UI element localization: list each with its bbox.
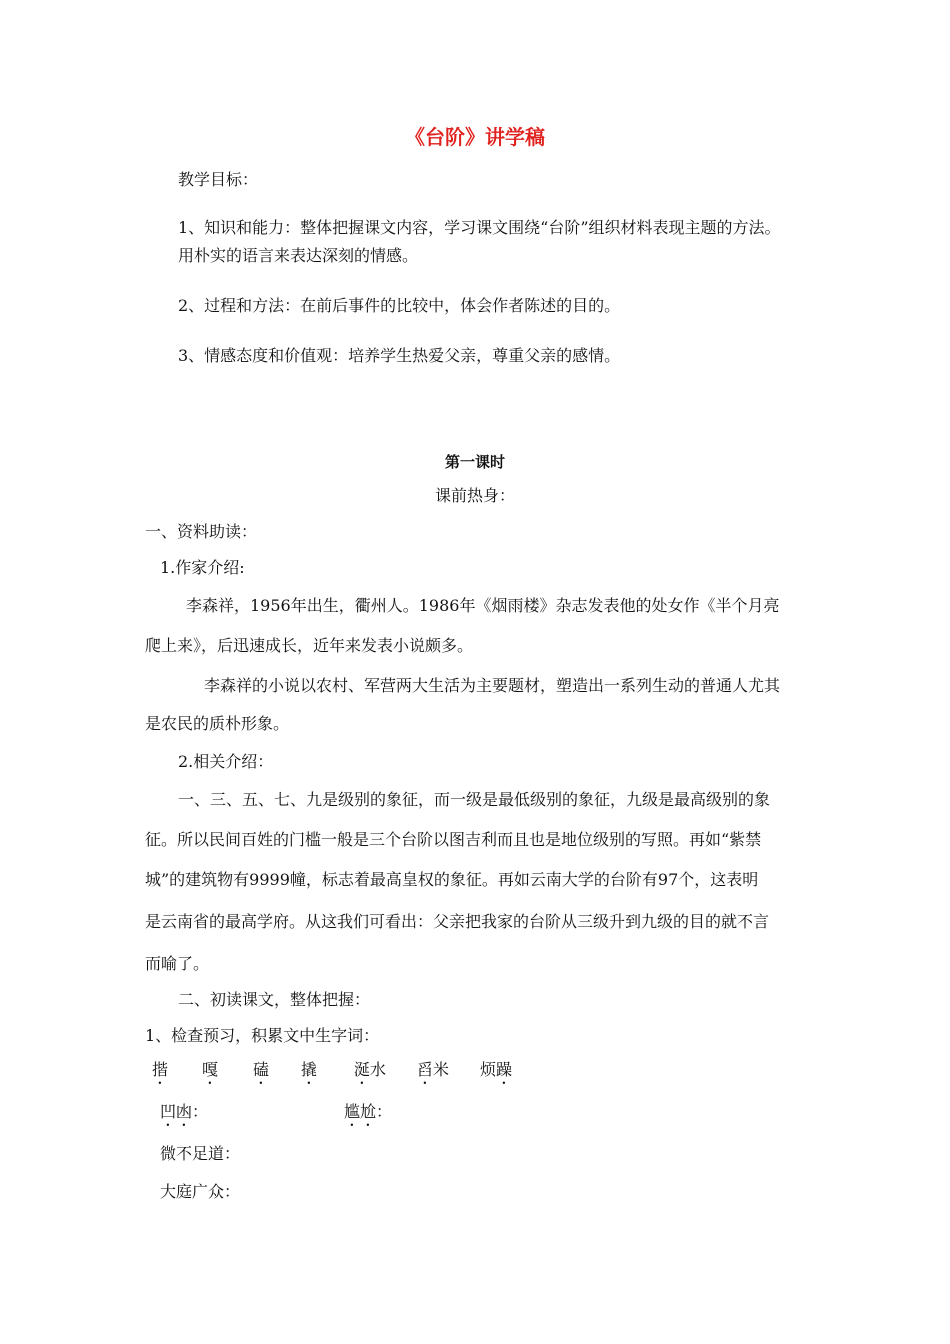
- related-line-4: 是云南省的最高学府。从这我们可看出：父亲把我家的台阶从三级升到九级的目的就不言: [145, 912, 770, 931]
- objectives-heading: 教学目标：: [178, 170, 259, 189]
- vocab-word-7-marked: 躁: [496, 1060, 513, 1079]
- lesson-heading: 第一课时: [444, 453, 505, 471]
- vocab-word-5-marked: 涎: [354, 1060, 371, 1079]
- vocab-word-6: [417, 1060, 449, 1088]
- author-intro-heading: 1.作家介绍:: [160, 558, 245, 577]
- objective-3: 3、情感态度和价值观：培养学生热爱父亲，尊重父亲的感情。: [178, 346, 621, 365]
- vocab-word-6-marked: 舀: [417, 1060, 434, 1079]
- term-weibuzudao: 微不足道：: [160, 1144, 241, 1163]
- author-paragraph-2-line-2: 是农民的质朴形象。: [145, 714, 290, 733]
- author-paragraph-2-line-1: 李森祥的小说以农村、军营两大生活为主要题材，塑造出一系列生动的普通人尤其: [204, 676, 781, 695]
- vocab-word-5-rest: 水: [370, 1060, 387, 1079]
- author-paragraph-1-line-2: 爬上来》，后迅速成长，近年来发表小说颇多。: [145, 636, 474, 655]
- section-1-heading: 一、资料助读：: [145, 522, 258, 541]
- warmup-heading: 课前热身：: [434, 486, 515, 505]
- objective-2: 2、过程和方法：在前后事件的比较中，体会作者陈述的目的。: [178, 296, 621, 315]
- vocab-word-6-rest: 米: [433, 1060, 450, 1079]
- term-datingguangzhong: 大庭广众：: [160, 1182, 241, 1201]
- related-line-2: 征。所以民间百姓的门槛一般是三个台阶以图吉利而且也是地位级别的写照。再如“紫禁: [145, 830, 762, 849]
- vocab-word-3: 磕: [253, 1060, 270, 1079]
- vocab-word-5: [354, 1060, 386, 1088]
- document-title: 《台阶》讲学稿: [405, 125, 545, 149]
- related-line-5: 而喻了。: [145, 954, 210, 973]
- objective-1-line-1: 1、知识和能力：整体把握课文内容，学习课文围绕“台阶”组织材料表现主题的方法。: [178, 218, 781, 237]
- related-intro-heading: 2.相关介绍：: [178, 752, 274, 771]
- term-ganga: 尴尬：: [344, 1102, 393, 1121]
- term-aodang: 凹凼：: [160, 1102, 209, 1121]
- vocab-word-2: 嘎: [202, 1060, 219, 1079]
- vocab-word-4: 撬: [301, 1060, 318, 1079]
- related-line-3: 城”的建筑物有9999幢，标志着最高皇权的象征。再如云南大学的台阶有97个，这表明: [145, 870, 759, 889]
- section-2-heading: 二、初读课文，整体把握：: [178, 990, 371, 1009]
- vocab-word-7: [480, 1060, 512, 1088]
- objective-1-line-2: 用朴实的语言来表达深刻的情感。: [178, 246, 419, 265]
- vocab-word-1: 揩: [152, 1060, 169, 1079]
- vocab-word-7-rest: 烦: [480, 1060, 497, 1079]
- related-line-1: 一、三、五、七、九是级别的象征，而一级是最低级别的象征，九级是最高级别的象: [178, 790, 771, 809]
- task-1-heading: 1、检查预习，积累文中生字词：: [145, 1026, 380, 1045]
- author-paragraph-1-line-1: 李森祥，1956年出生，衢州人。1986年《烟雨楼》杂志发表他的处女作《半个月亮: [186, 596, 780, 615]
